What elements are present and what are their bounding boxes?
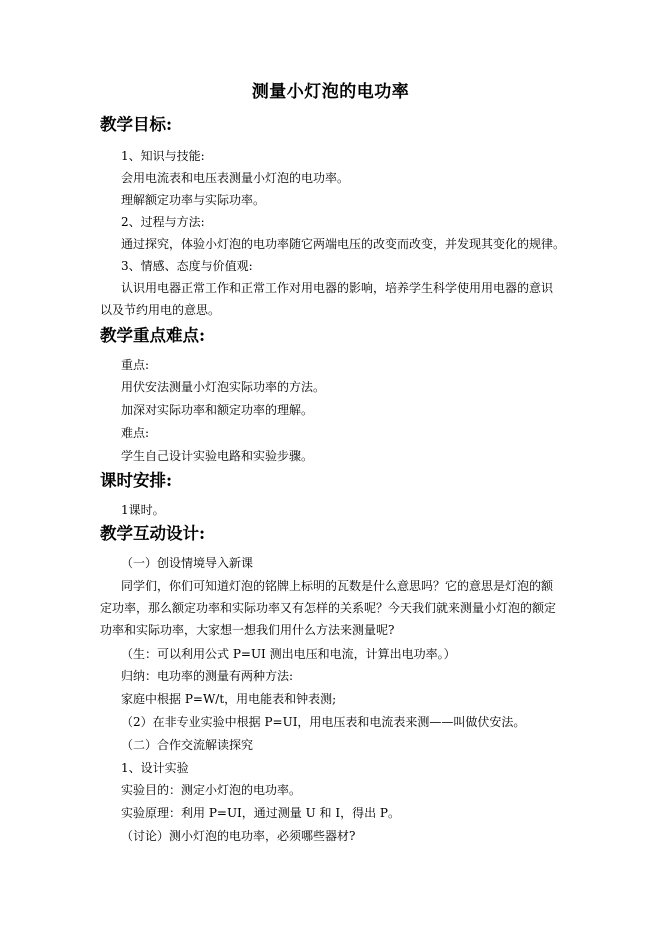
- heading-interactive-design: 教学互动设计:: [100, 524, 206, 543]
- paragraph: 用伏安法测量小灯泡实际功率的方法。: [121, 380, 326, 394]
- paragraph: 1、知识与技能:: [121, 149, 205, 163]
- paragraph: 学生自己设计实验电路和实验步骤。: [121, 449, 314, 463]
- paragraph: （生：可以利用公式 P=UI 测出电压和电流，计算出电功率。）: [121, 647, 456, 661]
- paragraph: 归纳：电功率的测量有两种方法:: [121, 669, 294, 683]
- paragraph: （2）在非专业实验中根据 P=UI，用电压表和电流表来测——叫做伏安法。: [121, 715, 526, 729]
- paragraph: 难点:: [121, 426, 150, 440]
- paragraph: 同学们，你们可知道灯泡的铭牌上标明的瓦数是什么意思吗？它的意思是灯泡的额定功率，那么额定功率和实际功率又有怎样的关系呢？今天我们就来测量小灯泡的额定功率和实际功率，大家想一想我们用什么方法来测量呢?: [100, 579, 557, 637]
- paragraph: （一）创设情境导入新课: [121, 556, 254, 570]
- paragraph: 家庭中根据 P=W/t，用电能表和钟表测;: [121, 692, 337, 706]
- paragraph: 认识用电器正常工作和正常工作对用电器的影响，培养学生科学使用用电器的意识以及节约用电的意思。: [100, 281, 554, 317]
- heading-teaching-goals: 教学目标:: [100, 115, 173, 134]
- paragraph: 加深对实际功率和额定功率的理解。: [121, 403, 314, 417]
- paragraph: 3、情感、态度与价值观:: [121, 259, 253, 273]
- paragraph: 实验目的：测定小灯泡的电功率。: [121, 783, 302, 797]
- paragraph: 实验原理：利用 P=UI，通过测量 U 和 I，得出 P。: [121, 806, 400, 820]
- heading-key-difficult-points: 教学重点难点:: [100, 326, 206, 345]
- paragraph: 理解额定功率与实际功率。: [121, 193, 266, 207]
- document-title: 测量小灯泡的电功率: [251, 82, 410, 102]
- paragraph: （二）合作交流解读探究: [121, 738, 254, 752]
- paragraph: 重点:: [121, 358, 150, 372]
- paragraph: 会用电流表和电压表测量小灯泡的电功率。: [121, 171, 350, 185]
- paragraph: 通过探究，体验小灯泡的电功率随它两端电压的改变而改变，并发现其变化的规律。: [121, 237, 566, 251]
- heading-class-schedule: 课时安排:: [100, 471, 173, 490]
- paragraph: 1课时。: [121, 503, 165, 517]
- paragraph: 2、过程与方法:: [121, 215, 205, 229]
- paragraph: （讨论）测小灯泡的电功率，必须哪些器材?: [121, 829, 356, 843]
- paragraph: 1、设计实验: [121, 761, 189, 775]
